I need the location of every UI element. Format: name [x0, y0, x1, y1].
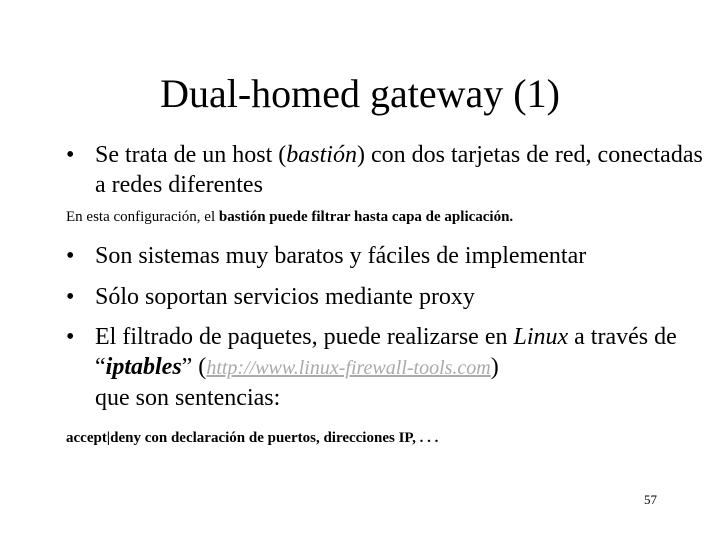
bullet-icon: •	[66, 142, 75, 168]
bullet-text: El filtrado de paquetes, puede realizarse en Linux a través de “iptables” (http://www.linux-firewall-tools.com) que son sentencias:	[95, 324, 677, 411]
note-accept-deny: accept|deny con declaración de puertos, direcciones IP, . . .	[66, 430, 439, 446]
bullet-host-bastion	[66, 140, 706, 200]
bullet-text: Se trata de un host (bastión) con dos tarjetas de red, conectadas a redes diferentes	[95, 142, 703, 198]
bullet-icon: •	[66, 284, 75, 310]
page-number: 57	[644, 492, 657, 507]
bullet-icon: •	[66, 324, 75, 350]
firewall-tools-link[interactable]: http://www.linux-firewall-tools.com	[206, 357, 491, 379]
note-configuracion: En esta configuración, el bastión puede filtrar hasta capa de aplicación.	[66, 209, 514, 225]
bullet-icon: •	[66, 243, 75, 269]
bullet-text: Son sistemas muy baratos y fáciles de implementar	[95, 243, 587, 269]
bullet-baratos	[66, 241, 706, 271]
bullet-iptables	[66, 322, 706, 413]
slide-title: Dual-homed gateway (1)	[160, 71, 560, 116]
bullet-text: Sólo soportan servicios mediante proxy	[95, 284, 475, 310]
bullet-proxy	[66, 282, 706, 312]
